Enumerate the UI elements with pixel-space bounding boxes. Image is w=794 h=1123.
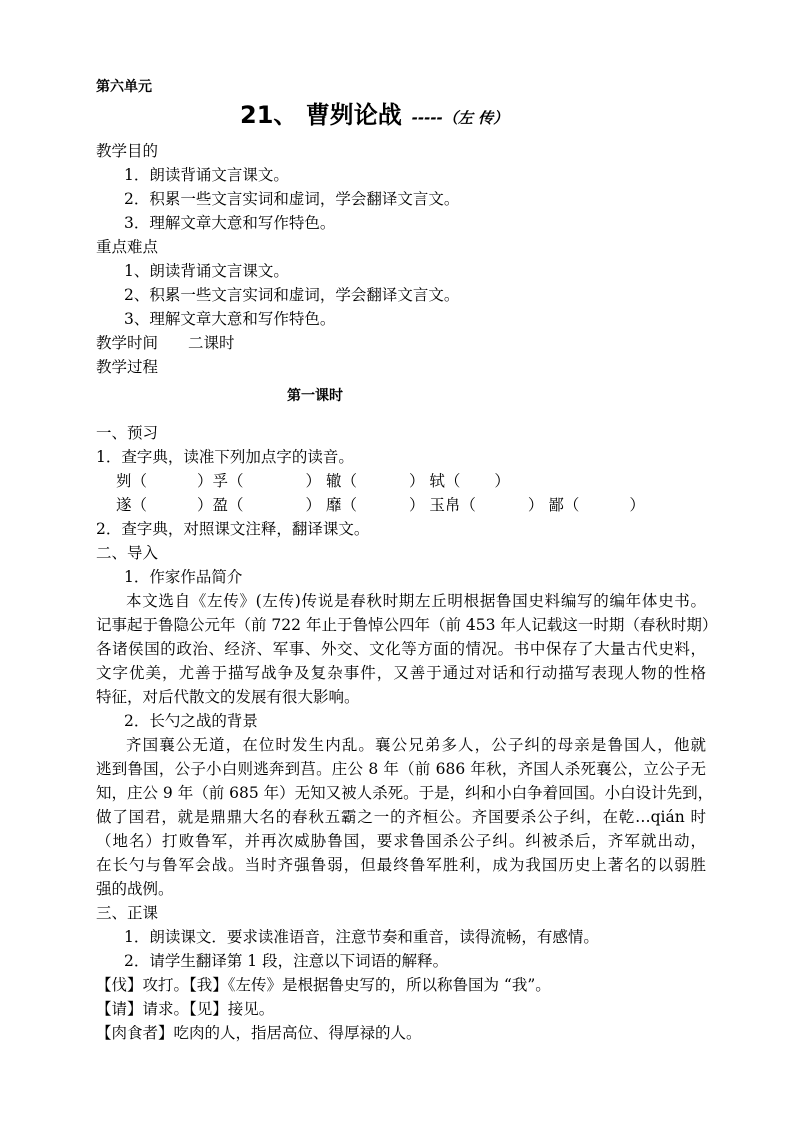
paragraph-line: 各诸侯国的政治、经济、军事、外交、文化等方面的情况。书中保存了大量古代史料，	[96, 640, 706, 658]
paragraph-line: 逃到鲁国，公子小白则逃奔到莒。庄公 8 年（前 686 年秋，齐国人杀死襄公，立公子无	[96, 760, 706, 778]
lesson-item: 1．朗读课文．要求读准语音，注意节奏和重音，读得流畅，有感情。	[124, 928, 599, 946]
keypoint-item: 1、朗读背诵文言课文。	[124, 262, 289, 280]
goal-item: 2．积累一些文言实词和虚词，学会翻译文言文。	[124, 190, 460, 208]
preview-heading: 一、预习	[96, 424, 159, 442]
time-label: 教学时间	[96, 334, 159, 352]
paragraph-line: 知，庄公 9 年（前 685 年）无知又被人杀死。于是，纠和小白争着回国。小白设计先到，	[96, 784, 714, 802]
title-main: 21、 曹刿论战	[240, 101, 402, 129]
preview-task-2: 2．查字典，对照课文注释，翻译课文。	[96, 520, 370, 538]
paragraph-line: 做了国君，就是鼎鼎大名的春秋五霸之一的齐桓公。齐国要杀公子纠，在乾…qián 时	[96, 808, 706, 826]
paragraph-line: 本文选自《左传》(左传)传说是春秋时期左丘明根据鲁国史料编写的编年体史书。	[126, 592, 706, 610]
lesson-item: 2．请学生翻译第 1 段，注意以下词语的解释。	[124, 952, 449, 970]
paragraph-line: 齐国襄公无道，在位时发生内乱。襄公兄弟多人，公子纠的母亲是鲁国人，他就	[126, 736, 706, 754]
title-source: -----（左 传）	[411, 109, 509, 127]
intro-sub-2: 2．长勺之战的背景	[124, 712, 258, 730]
paragraph-line: 在长勺与鲁军会战。当时齐强鲁弱，但最终鲁军胜利，成为我国历史上著名的以弱胜	[96, 856, 706, 874]
paragraph-line: 强的战例。	[96, 880, 174, 898]
intro-heading: 二、导入	[96, 544, 159, 562]
preview-task-1: 1．查字典，读准下列加点字的读音。	[96, 448, 354, 466]
intro-sub-1: 1．作家作品简介	[124, 568, 243, 586]
paragraph-line: 记事起于鲁隐公元年（前 722 年止于鲁悼公四年（前 453 年人记载这一时期（春秋时期）	[96, 616, 718, 634]
vocab-note: 【肉食者】吃肉的人，指居高位、得厚禄的人。	[96, 1024, 422, 1042]
process-heading: 教学过程	[96, 358, 159, 376]
unit-label: 第六单元	[96, 79, 152, 95]
keypoints-heading: 重点难点	[96, 238, 159, 256]
lesson-title	[240, 98, 508, 135]
paragraph-line: 文字优美，尤善于描写战争及复杂事件，又善于通过对话和行动描写表现人物的性格	[96, 664, 706, 682]
keypoint-item: 2、积累一些文言实词和虚词，学会翻译文言文。	[124, 286, 460, 304]
vocab-note: 【伐】攻打。【我】《左传》是根据鲁史写的，所以称鲁国为 “我”。	[96, 976, 551, 994]
paragraph-line: （地名）打败鲁军，并再次威胁鲁国，要求鲁国杀公子纠。纠被杀后，齐军就出动，	[96, 832, 706, 850]
goal-item: 3．理解文章大意和写作特色。	[124, 214, 336, 232]
pinyin-row-1: 刿（ ）孚（ ） 辙（ ） 轼（ ）	[116, 472, 510, 490]
lesson-number: 第一课时	[287, 388, 343, 404]
pinyin-row-2: 遂（ ）盈（ ） 靡（ ） 玉帛（ ） 鄙（ ）	[116, 496, 645, 514]
vocab-note: 【请】请求。【见】接见。	[96, 1000, 275, 1018]
lesson-heading: 三、正课	[96, 904, 159, 922]
paragraph-line: 特征，对后代散文的发展有很大影响。	[96, 688, 360, 706]
keypoint-item: 3、理解文章大意和写作特色。	[124, 310, 336, 328]
time-value: 二课时	[188, 334, 235, 352]
goal-item: 1．朗读背诵文言课文。	[124, 166, 289, 184]
teaching-time	[96, 332, 235, 354]
goals-heading: 教学目的	[96, 142, 159, 160]
